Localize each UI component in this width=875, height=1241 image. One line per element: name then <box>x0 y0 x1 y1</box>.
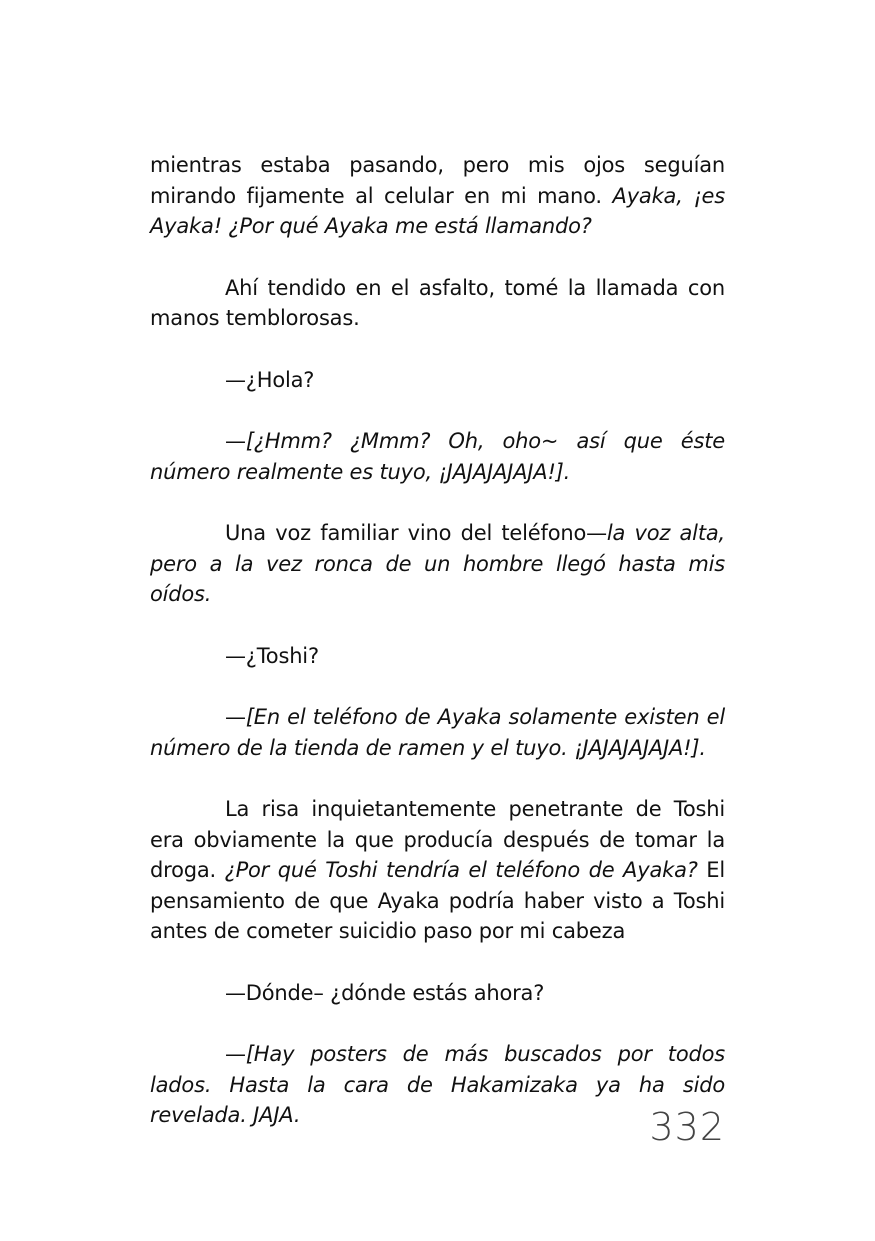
page-body <box>150 150 725 1131</box>
dialogue-line-phone-2 <box>150 702 725 763</box>
text-run: — <box>225 429 246 453</box>
italic-text-run: [¿Hmm? ¿Mmm? Oh, oho~ así que éste número realmente es tuyo, ¡JAJAJAJAJA!]. <box>150 429 725 484</box>
page-number: 332 <box>649 1105 725 1149</box>
text-run: mientras estaba pasando, pero mis ojos seguían mirando fijamente al celular en mi mano. <box>150 153 725 208</box>
text-run: El pensamiento de que Ayaka podría haber visto a Toshi antes de cometer suicidio paso por mi cabeza <box>150 858 726 943</box>
paragraph-5 <box>150 518 725 610</box>
italic-text-run: [Hay posters de más buscados por todos lados. Hasta la cara de Hakamizaka ya ha sido revelada. JAJA. <box>150 1042 725 1127</box>
dialogue-line-donde <box>150 978 725 1009</box>
text-run: Ahí tendido en el asfalto, tomé la llamada con manos temblorosas. <box>150 275 725 330</box>
dialogue-line-phone-3 <box>150 1039 725 1131</box>
italic-text-run: la voz alta, pero a la vez ronca de un hombre llegó hasta mis oídos. <box>150 521 725 606</box>
text-run: Una voz familiar vino del teléfono— <box>225 521 607 545</box>
italic-text-run: ¿Por qué Toshi tendría el teléfono de Ayaka? <box>224 858 698 882</box>
paragraph-2 <box>150 273 725 334</box>
text-run: —Dónde– ¿dónde estás ahora? <box>225 980 545 1005</box>
dialogue-line-phone-1 <box>150 426 725 487</box>
italic-text-run: Ayaka, ¡es Ayaka! ¿Por qué Ayaka me está llamando? <box>150 183 725 238</box>
paragraph-1 <box>150 150 725 242</box>
text-run: —¿Hola? <box>225 367 315 392</box>
text-run: —¿Toshi? <box>225 643 319 668</box>
paragraph-8 <box>150 794 725 947</box>
italic-text-run: [En el teléfono de Ayaka solamente existen el número de la tienda de ramen y el tuyo. ¡JAJAJAJAJA!]. <box>150 705 725 760</box>
text-run: — <box>225 705 246 729</box>
text-run: La risa inquietantemente penetrante de Toshi era obviamente la que producía después de tomar la droga. <box>150 797 725 882</box>
text-run: — <box>225 1042 246 1066</box>
dialogue-line-toshi <box>150 641 725 672</box>
dialogue-line-hola <box>150 365 725 396</box>
